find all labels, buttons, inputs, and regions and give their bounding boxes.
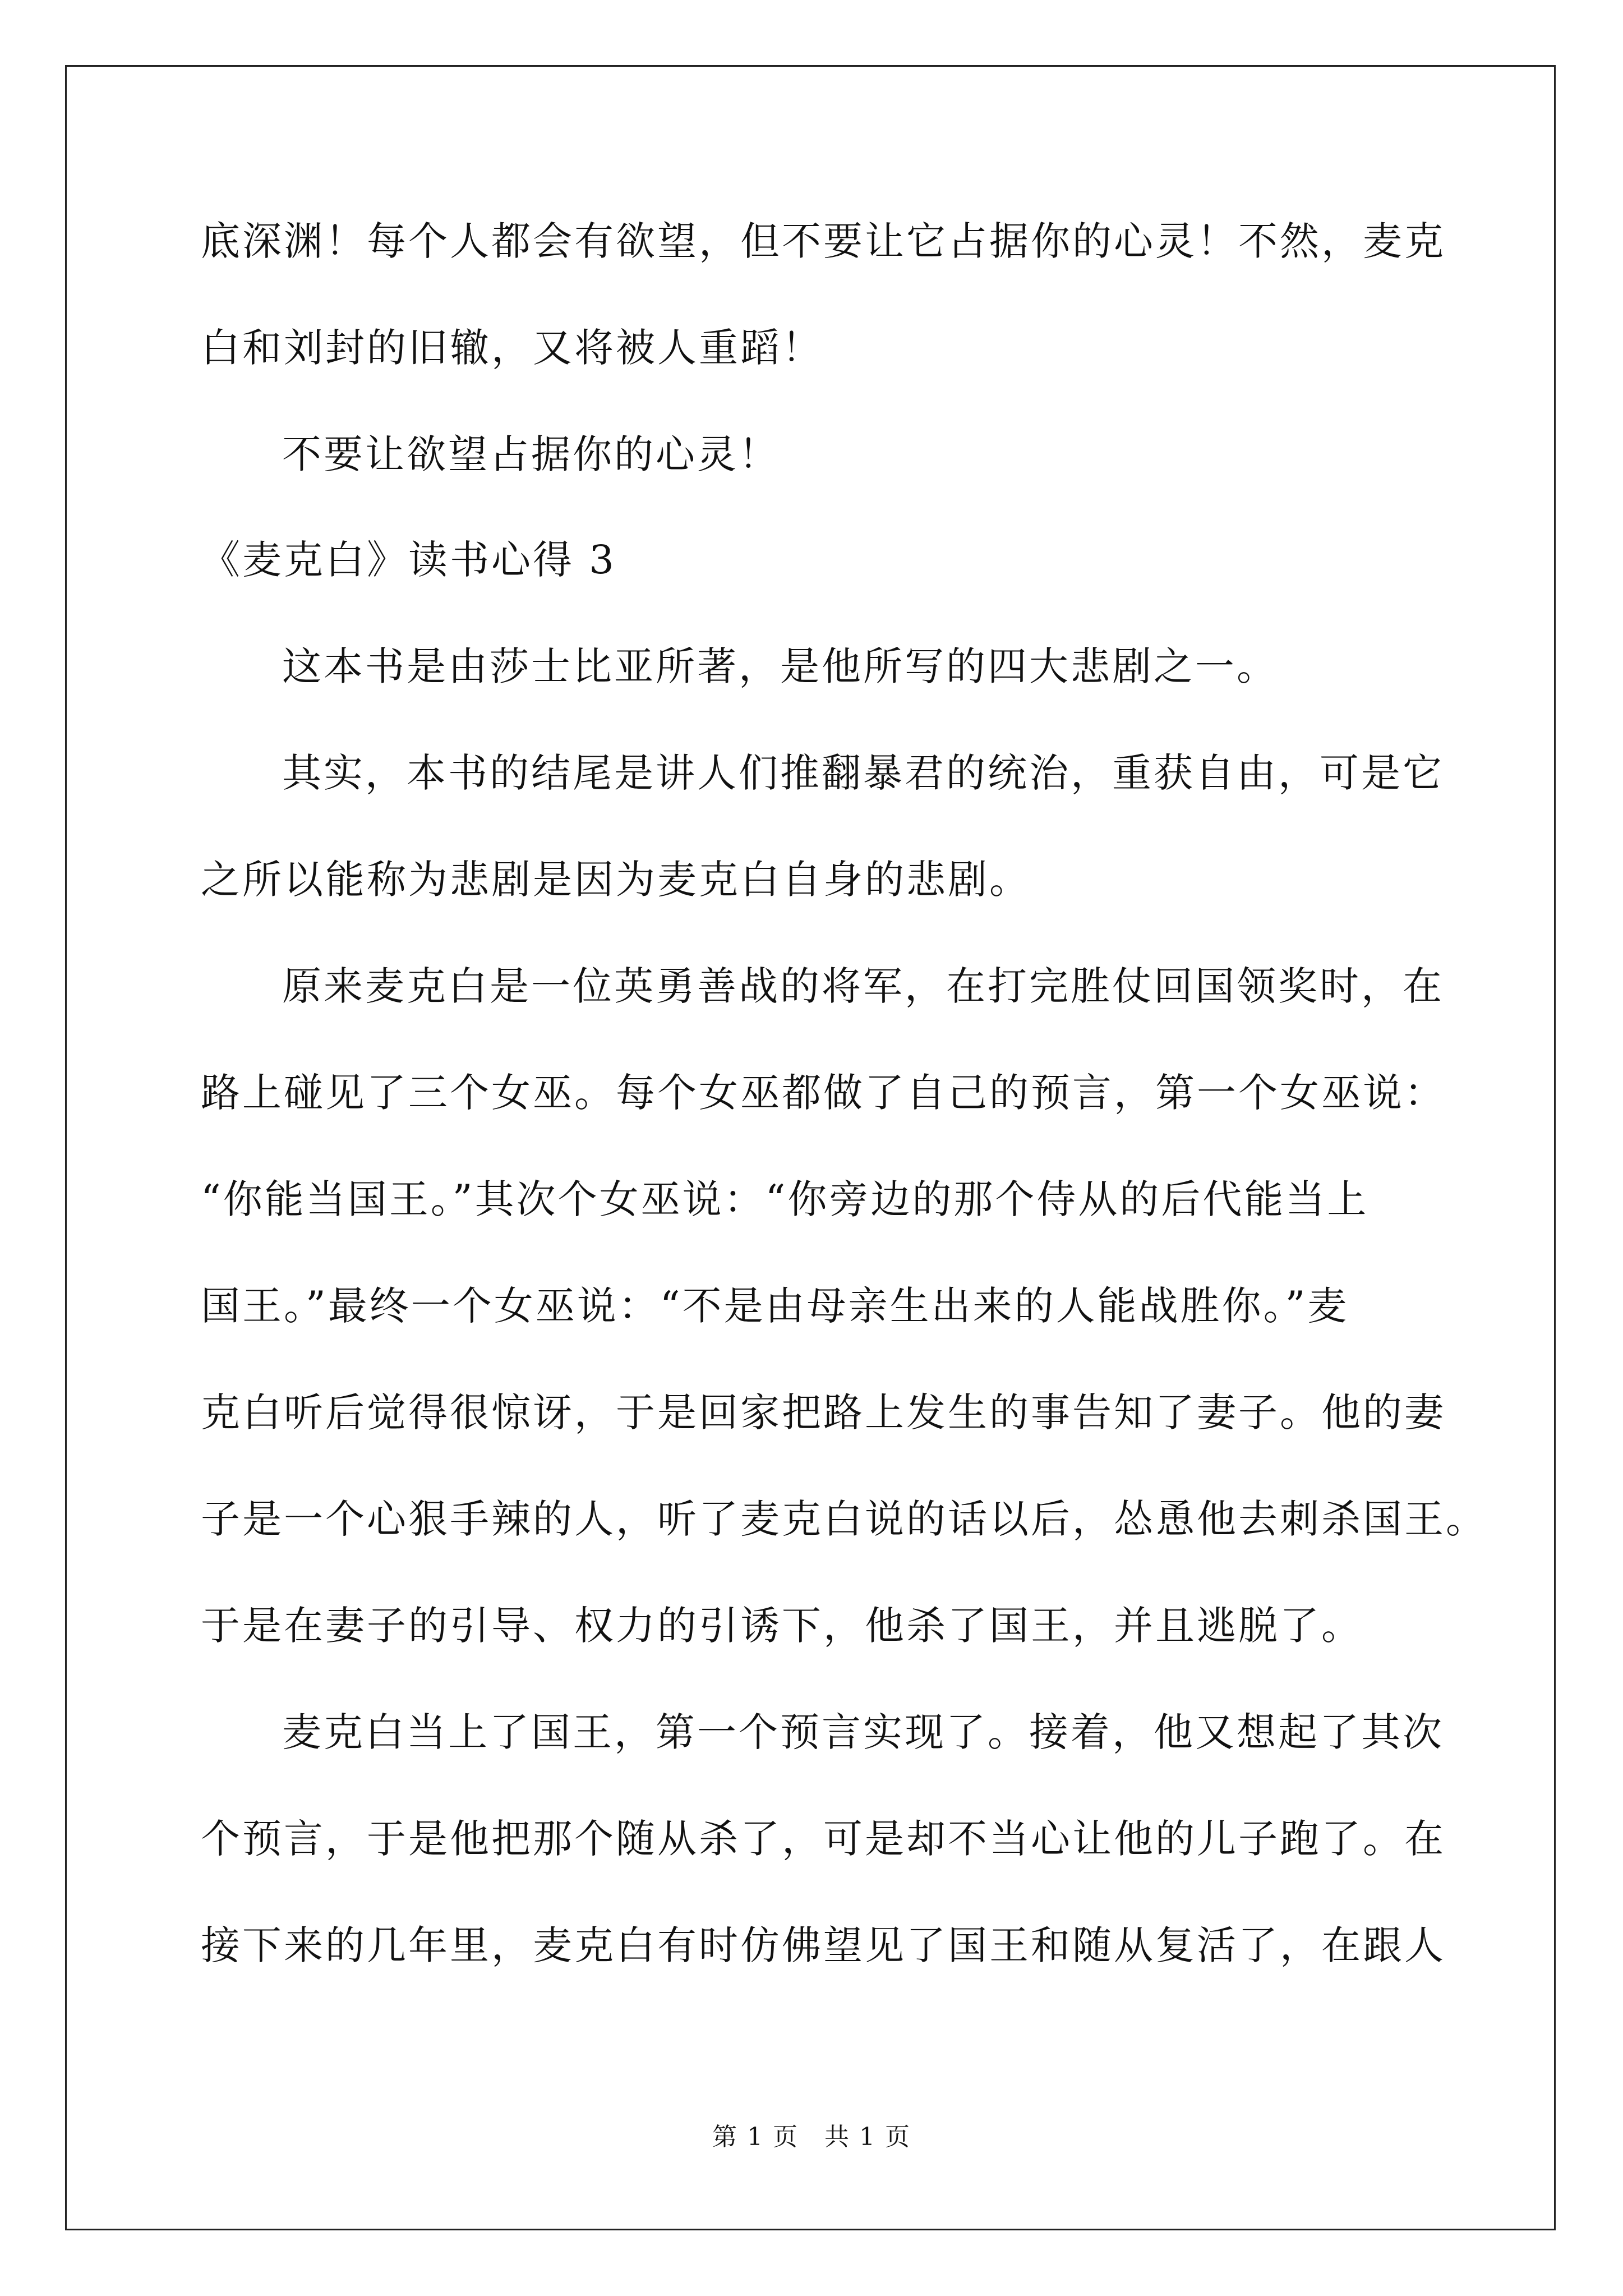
paragraph-line: 这本书是由莎士比亚所著，是他所写的四大悲剧之一。 (282, 643, 1278, 689)
section-heading: 《麦克白》读书心得 3 (201, 537, 616, 583)
paragraph-line: 原来麦克白是一位英勇善战的将军，在打完胜仗回国领奖时，在 (282, 963, 1444, 1009)
paragraph-line: 不要让欲望占据你的心灵！ (282, 431, 780, 477)
text-line: 个预言，于是他把那个随从杀了，可是却不当心让他的儿子跑了。在 (201, 1816, 1446, 1862)
text-line: 之所以能称为悲剧是因为麦克白自身的悲剧。 (201, 857, 1031, 903)
text-line: 白和刘封的旧辙，又将被人重蹈！ (201, 325, 823, 371)
text-line: 国王。”最终一个女巫说：“不是由母亲生出来的人能战胜你。”麦 (201, 1283, 1349, 1329)
paragraph-line: 麦克白当上了国王，第一个预言实现了。接着，他又想起了其次 (282, 1709, 1444, 1755)
text-line: “你能当国王。”其次个女巫说：“你旁边的那个侍从的后代能当上 (201, 1176, 1369, 1222)
paragraph-line: 其实，本书的结尾是讲人们推翻暴君的统治，重获自由，可是它 (282, 750, 1444, 796)
text-line: 接下来的几年里，麦克白有时仿佛望见了国王和随从复活了，在跟人 (201, 1922, 1446, 1968)
text-line: 于是在妻子的引导、权力的引诱下，他杀了国王，并且逃脱了。 (201, 1603, 1363, 1649)
text-line: 路上碰见了三个女巫。每个女巫都做了自己的预言，第一个女巫说： (201, 1070, 1446, 1116)
page-border (65, 65, 1556, 2230)
text-line: 子是一个心狠手辣的人，听了麦克白说的话以后，怂恿他去刺杀国王。 (201, 1496, 1487, 1542)
text-line: 底深渊！每个人都会有欲望，但不要让它占据你的心灵！不然，麦克 (201, 218, 1446, 264)
text-line: 克白听后觉得很惊讶，于是回家把路上发生的事告知了妻子。他的妻 (201, 1389, 1446, 1435)
page-number: 第 1 页 共 1 页 (712, 2123, 911, 2151)
